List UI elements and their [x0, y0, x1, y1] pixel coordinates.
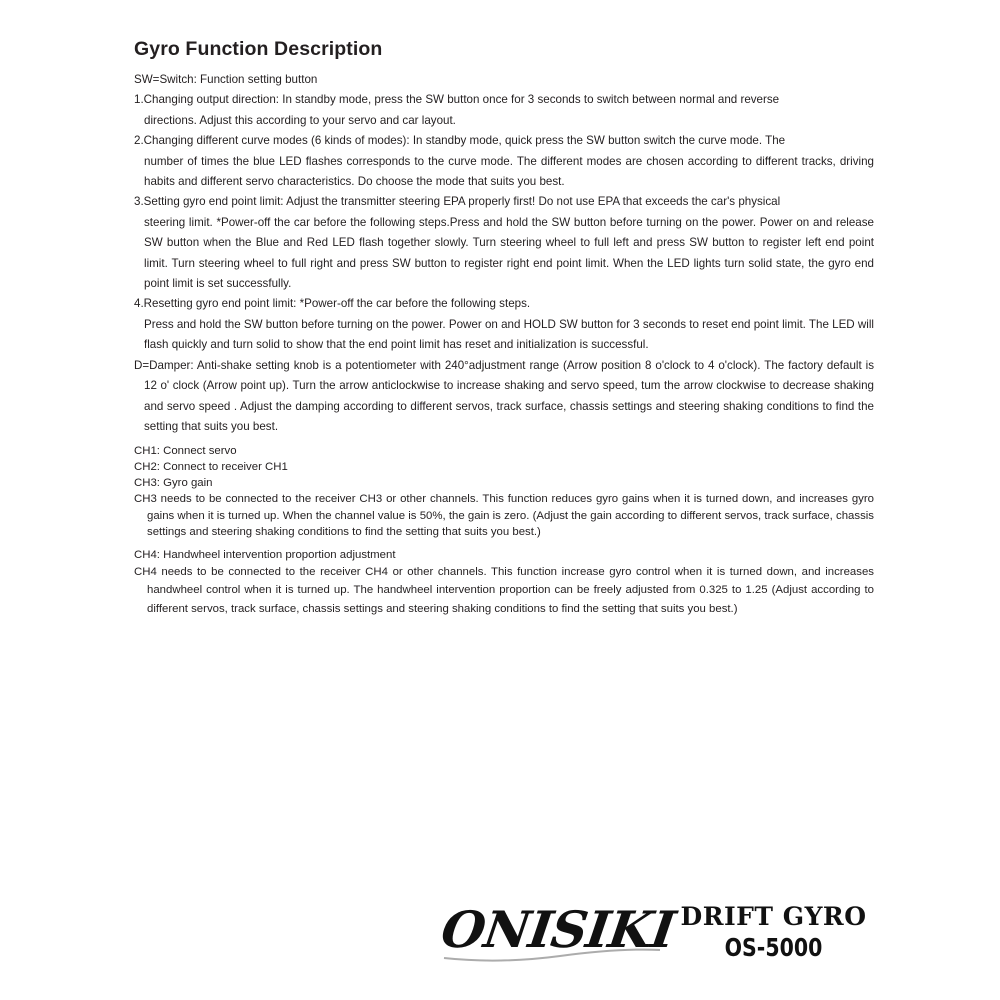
- brand-logo: [437, 898, 679, 968]
- instruction-item-2: [134, 131, 874, 192]
- channel-ch3: CH3: Gyro gain: [134, 477, 213, 490]
- instruction-item-1: [134, 90, 874, 131]
- brand-footer: [437, 898, 880, 968]
- channel-ch3-note: CH3 needs to be connected to the receiver CH3 or other channels. This function reduces gyro gains when it is turned down, and increases gyro gains when it is turned up. When the channel value is 50%, the gain is zero. (Adjust the gain according to different servos, track surface, chassis settings and steering shaking conditions to find the setting that suits you best.): [134, 493, 874, 539]
- channel-ch2: CH2: Connect to receiver CH1: [134, 461, 288, 474]
- document-body: [134, 38, 874, 618]
- damper-description: D=Damper: Anti-shake setting knob is a potentiometer with 240°adjustment range (Arrow position 8 o'clock to 4 o'clock). The factory default is 12 o' clock (Arrow point up). Turn the arrow anticlockwise to increase shaking and servo speed, tum the arrow clockwise to decrease shaking and servo speed . Adjust the damping according to different servos, track surface, chassis settings and steering shaking conditions to find the setting that suits you best.: [134, 358, 874, 433]
- brand-logo-text: ONISIKI: [437, 900, 679, 959]
- item-text: number of times the blue LED flashes corresponds to the curve mode. The different modes are chosen according to different tracks, driving habits and different servo characteristics. Do choose the mode that suits you best.: [144, 154, 874, 189]
- item-text: Press and hold the SW button before turning on the power. Power on and HOLD SW button for 3 seconds to reset end point limit. The LED will flash quickly and turn solid to show that the end point limit has reset and initialization is successful.: [144, 317, 874, 352]
- page-title: Gyro Function Description: [134, 38, 383, 60]
- channel-list: [134, 443, 874, 618]
- sw-definition: SW=Switch: Function setting button: [134, 73, 318, 86]
- item-heading: 2.Changing different curve modes (6 kinds of modes): In standby mode, quick press the SW button switch the curve mode. The: [134, 134, 786, 148]
- channel-ch4: CH4: Handwheel intervention proportion adjustment: [134, 548, 396, 561]
- product-model: OS-5000: [724, 933, 823, 962]
- instruction-item-4: [134, 294, 874, 355]
- instruction-item-3: [134, 192, 874, 294]
- item-heading: 3.Setting gyro end point limit: Adjust the transmitter steering EPA properly first! Do not use EPA that exceeds the car's physical: [134, 195, 781, 209]
- product-name: DRIFT GYRO: [680, 902, 867, 931]
- item-heading: 4.Resetting gyro end point limit: *Power-off the car before the following steps.: [134, 297, 531, 311]
- item-heading: 1.Changing output direction: In standby mode, press the SW button once for 3 seconds to switch between normal and reverse: [134, 93, 780, 107]
- channel-ch4-note: CH4 needs to be connected to the receiver CH4 or other channels. This function increase gyro control when it is turned down, and increases handwheel control when it is turned up. The handwheel intervention proportion can be freely adjusted from 0.325 to 1.25 (Adjust according to different servos, track surface, chassis settings and steering shaking conditions to find the setting that suits you best.): [134, 565, 874, 615]
- item-text: steering limit. *Power-off the car before the following steps.Press and hold the SW button before turning on the power. Power on and release SW button when the Blue and Red LED flash together slowly. Turn steering wheel to full left and press SW button to register left end point limit. Turn steering wheel to full right and press SW button to register right end point limit. When the LED lights turn solid state, the gyro end point limit is set successfully.: [144, 215, 874, 291]
- channel-ch1: CH1: Connect servo: [134, 445, 237, 458]
- item-text: directions. Adjust this according to your servo and car layout.: [144, 113, 456, 127]
- product-label: [676, 902, 871, 964]
